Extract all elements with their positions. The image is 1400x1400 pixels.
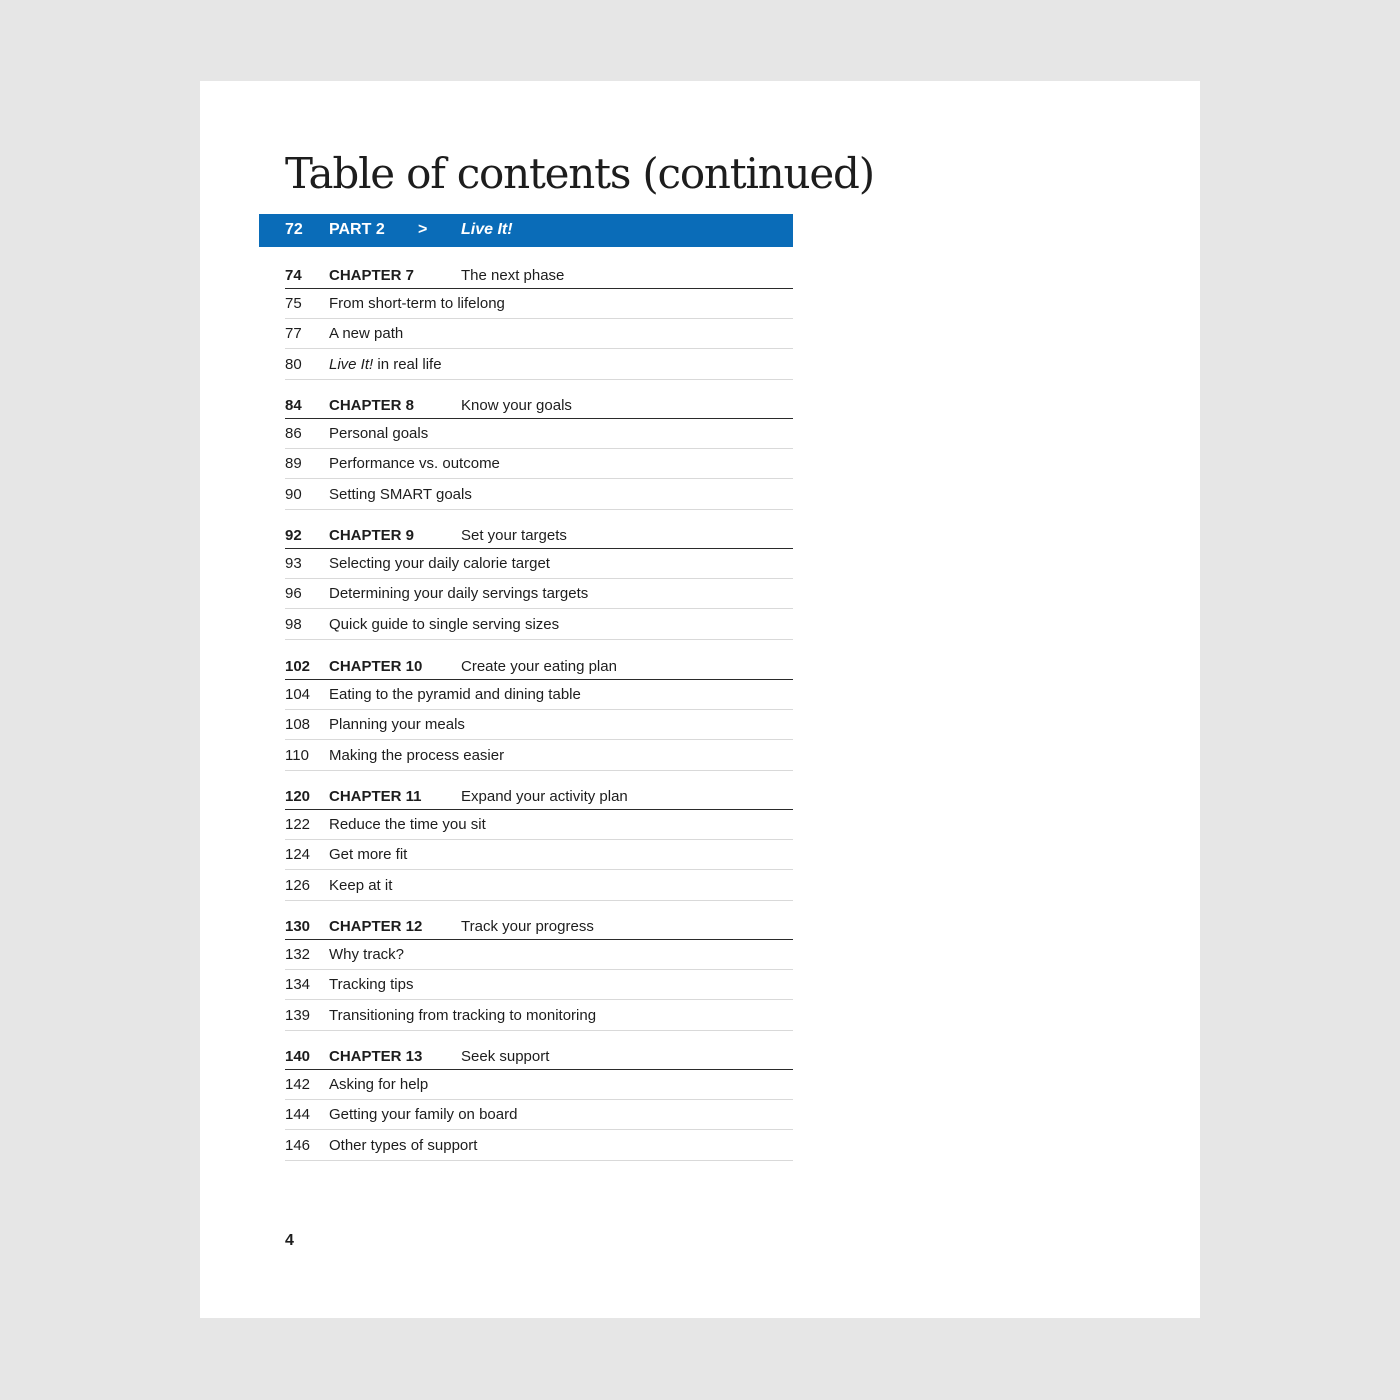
chapter-heading[interactable] xyxy=(285,387,793,419)
entry-page-number: 75 xyxy=(285,295,302,313)
entry-title: Performance vs. outcome xyxy=(329,455,500,473)
part-title: Live It! xyxy=(461,221,513,238)
toc-entry[interactable] xyxy=(285,1070,793,1100)
chapter-label: CHAPTER 11 xyxy=(329,788,422,805)
document-page xyxy=(200,81,1200,1318)
toc-entry[interactable] xyxy=(285,1100,793,1130)
entry-title: Eating to the pyramid and dining table xyxy=(329,686,581,704)
toc-entry[interactable] xyxy=(285,810,793,840)
chapter-label: CHAPTER 9 xyxy=(329,527,415,544)
entry-title: Get more fit xyxy=(329,846,408,864)
chapter-title: Create your eating plan xyxy=(461,658,617,675)
chapter-title: Seek support xyxy=(461,1048,550,1065)
toc-entry[interactable] xyxy=(285,680,793,710)
chapter-page-number: 92 xyxy=(285,527,302,544)
entry-page-number: 142 xyxy=(285,1076,311,1094)
toc-entry[interactable] xyxy=(285,740,793,770)
entry-page-number: 110 xyxy=(285,746,309,764)
entry-page-number: 124 xyxy=(285,846,311,864)
chapter-title: Set your targets xyxy=(461,527,567,544)
toc-entry[interactable] xyxy=(285,609,793,639)
entry-page-number: 139 xyxy=(285,1006,311,1024)
chapter-title: Know your goals xyxy=(461,397,572,414)
entry-page-number: 89 xyxy=(285,455,302,473)
entry-page-number: 122 xyxy=(285,816,311,834)
entry-title xyxy=(329,356,442,373)
toc-entry[interactable] xyxy=(285,349,793,379)
entry-page-number: 132 xyxy=(285,946,311,964)
chapter-section xyxy=(285,387,793,510)
part-banner[interactable] xyxy=(259,214,793,247)
toc-entry[interactable] xyxy=(285,940,793,970)
entry-title: Reduce the time you sit xyxy=(329,816,486,834)
chapter-heading[interactable] xyxy=(285,1038,793,1070)
chapter-page-number: 74 xyxy=(285,267,302,284)
entry-title: Why track? xyxy=(329,946,405,964)
chapter-heading[interactable] xyxy=(285,778,793,810)
entry-page-number: 98 xyxy=(285,615,302,633)
chapter-heading[interactable] xyxy=(285,648,793,680)
entry-title: Quick guide to single serving sizes xyxy=(329,615,560,633)
toc-entry[interactable] xyxy=(285,549,793,579)
chapter-section xyxy=(285,908,793,1031)
chapter-title: Track your progress xyxy=(461,918,594,935)
entry-title: Keep at it xyxy=(329,876,393,894)
toc-entry[interactable] xyxy=(285,840,793,870)
entry-title: Making the process easier xyxy=(329,746,505,764)
chapter-heading[interactable] xyxy=(285,517,793,549)
entry-title: Getting your family on board xyxy=(329,1106,518,1124)
entry-title: A new path xyxy=(329,325,404,343)
toc-entry[interactable] xyxy=(285,419,793,449)
chapter-section xyxy=(285,257,793,380)
entry-page-number: 104 xyxy=(285,686,311,704)
entry-title: Selecting your daily calorie target xyxy=(329,555,550,573)
entry-title: Setting SMART goals xyxy=(329,485,472,503)
entry-title: Planning your meals xyxy=(329,716,465,734)
toc-entry[interactable] xyxy=(285,579,793,609)
chapter-page-number: 130 xyxy=(285,918,311,935)
chapter-title: The next phase xyxy=(461,267,565,284)
entry-page-number: 80 xyxy=(285,355,302,373)
part-page-number: 72 xyxy=(285,221,303,238)
page-number: 4 xyxy=(285,1232,294,1249)
entry-title: Personal goals xyxy=(329,425,429,443)
toc-entry[interactable] xyxy=(285,970,793,1000)
entry-page-number: 126 xyxy=(285,876,311,894)
toc-entry[interactable] xyxy=(285,870,793,900)
toc-entry[interactable] xyxy=(285,479,793,509)
entry-title: Tracking tips xyxy=(329,976,414,994)
page-title: Table of contents (continued) xyxy=(285,149,874,198)
entry-page-number: 93 xyxy=(285,555,302,573)
toc-entry[interactable] xyxy=(285,449,793,479)
entry-title-italic: Live It! xyxy=(329,355,374,373)
chapter-page-number: 102 xyxy=(285,658,311,675)
chapter-section xyxy=(285,778,793,901)
chapter-heading[interactable] xyxy=(285,257,793,289)
entry-title: Transitioning from tracking to monitoring xyxy=(329,1006,597,1024)
entry-page-number: 77 xyxy=(285,325,302,343)
entry-title: From short-term to lifelong xyxy=(329,295,505,313)
chapter-label: CHAPTER 12 xyxy=(329,918,423,935)
chapter-section xyxy=(285,517,793,640)
chapter-label: CHAPTER 13 xyxy=(329,1048,423,1065)
entry-page-number: 134 xyxy=(285,976,311,994)
toc-entry[interactable] xyxy=(285,319,793,349)
entry-page-number: 90 xyxy=(285,485,302,503)
chapter-page-number: 140 xyxy=(285,1048,311,1065)
chapter-page-number: 84 xyxy=(285,397,302,414)
chapter-section xyxy=(285,1038,793,1161)
part-label: PART 2 xyxy=(329,221,385,238)
chapter-page-number: 120 xyxy=(285,788,311,805)
chapter-label: CHAPTER 8 xyxy=(329,397,415,414)
entry-title: Other types of support xyxy=(329,1136,478,1154)
entry-page-number: 146 xyxy=(285,1136,311,1154)
entry-title: Determining your daily servings targets xyxy=(329,585,589,603)
entry-page-number: 144 xyxy=(285,1106,311,1124)
chapter-heading[interactable] xyxy=(285,908,793,940)
toc-entry[interactable] xyxy=(285,1130,793,1160)
entry-title: Asking for help xyxy=(329,1076,429,1094)
entry-page-number: 108 xyxy=(285,716,311,734)
toc-entry[interactable] xyxy=(285,289,793,319)
chapter-label: CHAPTER 7 xyxy=(329,267,415,284)
entry-page-number: 96 xyxy=(285,585,302,603)
chapter-label: CHAPTER 10 xyxy=(329,658,423,675)
toc-entry[interactable] xyxy=(285,710,793,740)
entry-title-rest: in real life xyxy=(373,355,442,373)
chevron-right-icon: > xyxy=(418,221,428,238)
entry-page-number: 86 xyxy=(285,425,302,443)
toc-entry[interactable] xyxy=(285,1000,793,1030)
chapter-section xyxy=(285,648,793,771)
chapter-title: Expand your activity plan xyxy=(461,788,628,805)
